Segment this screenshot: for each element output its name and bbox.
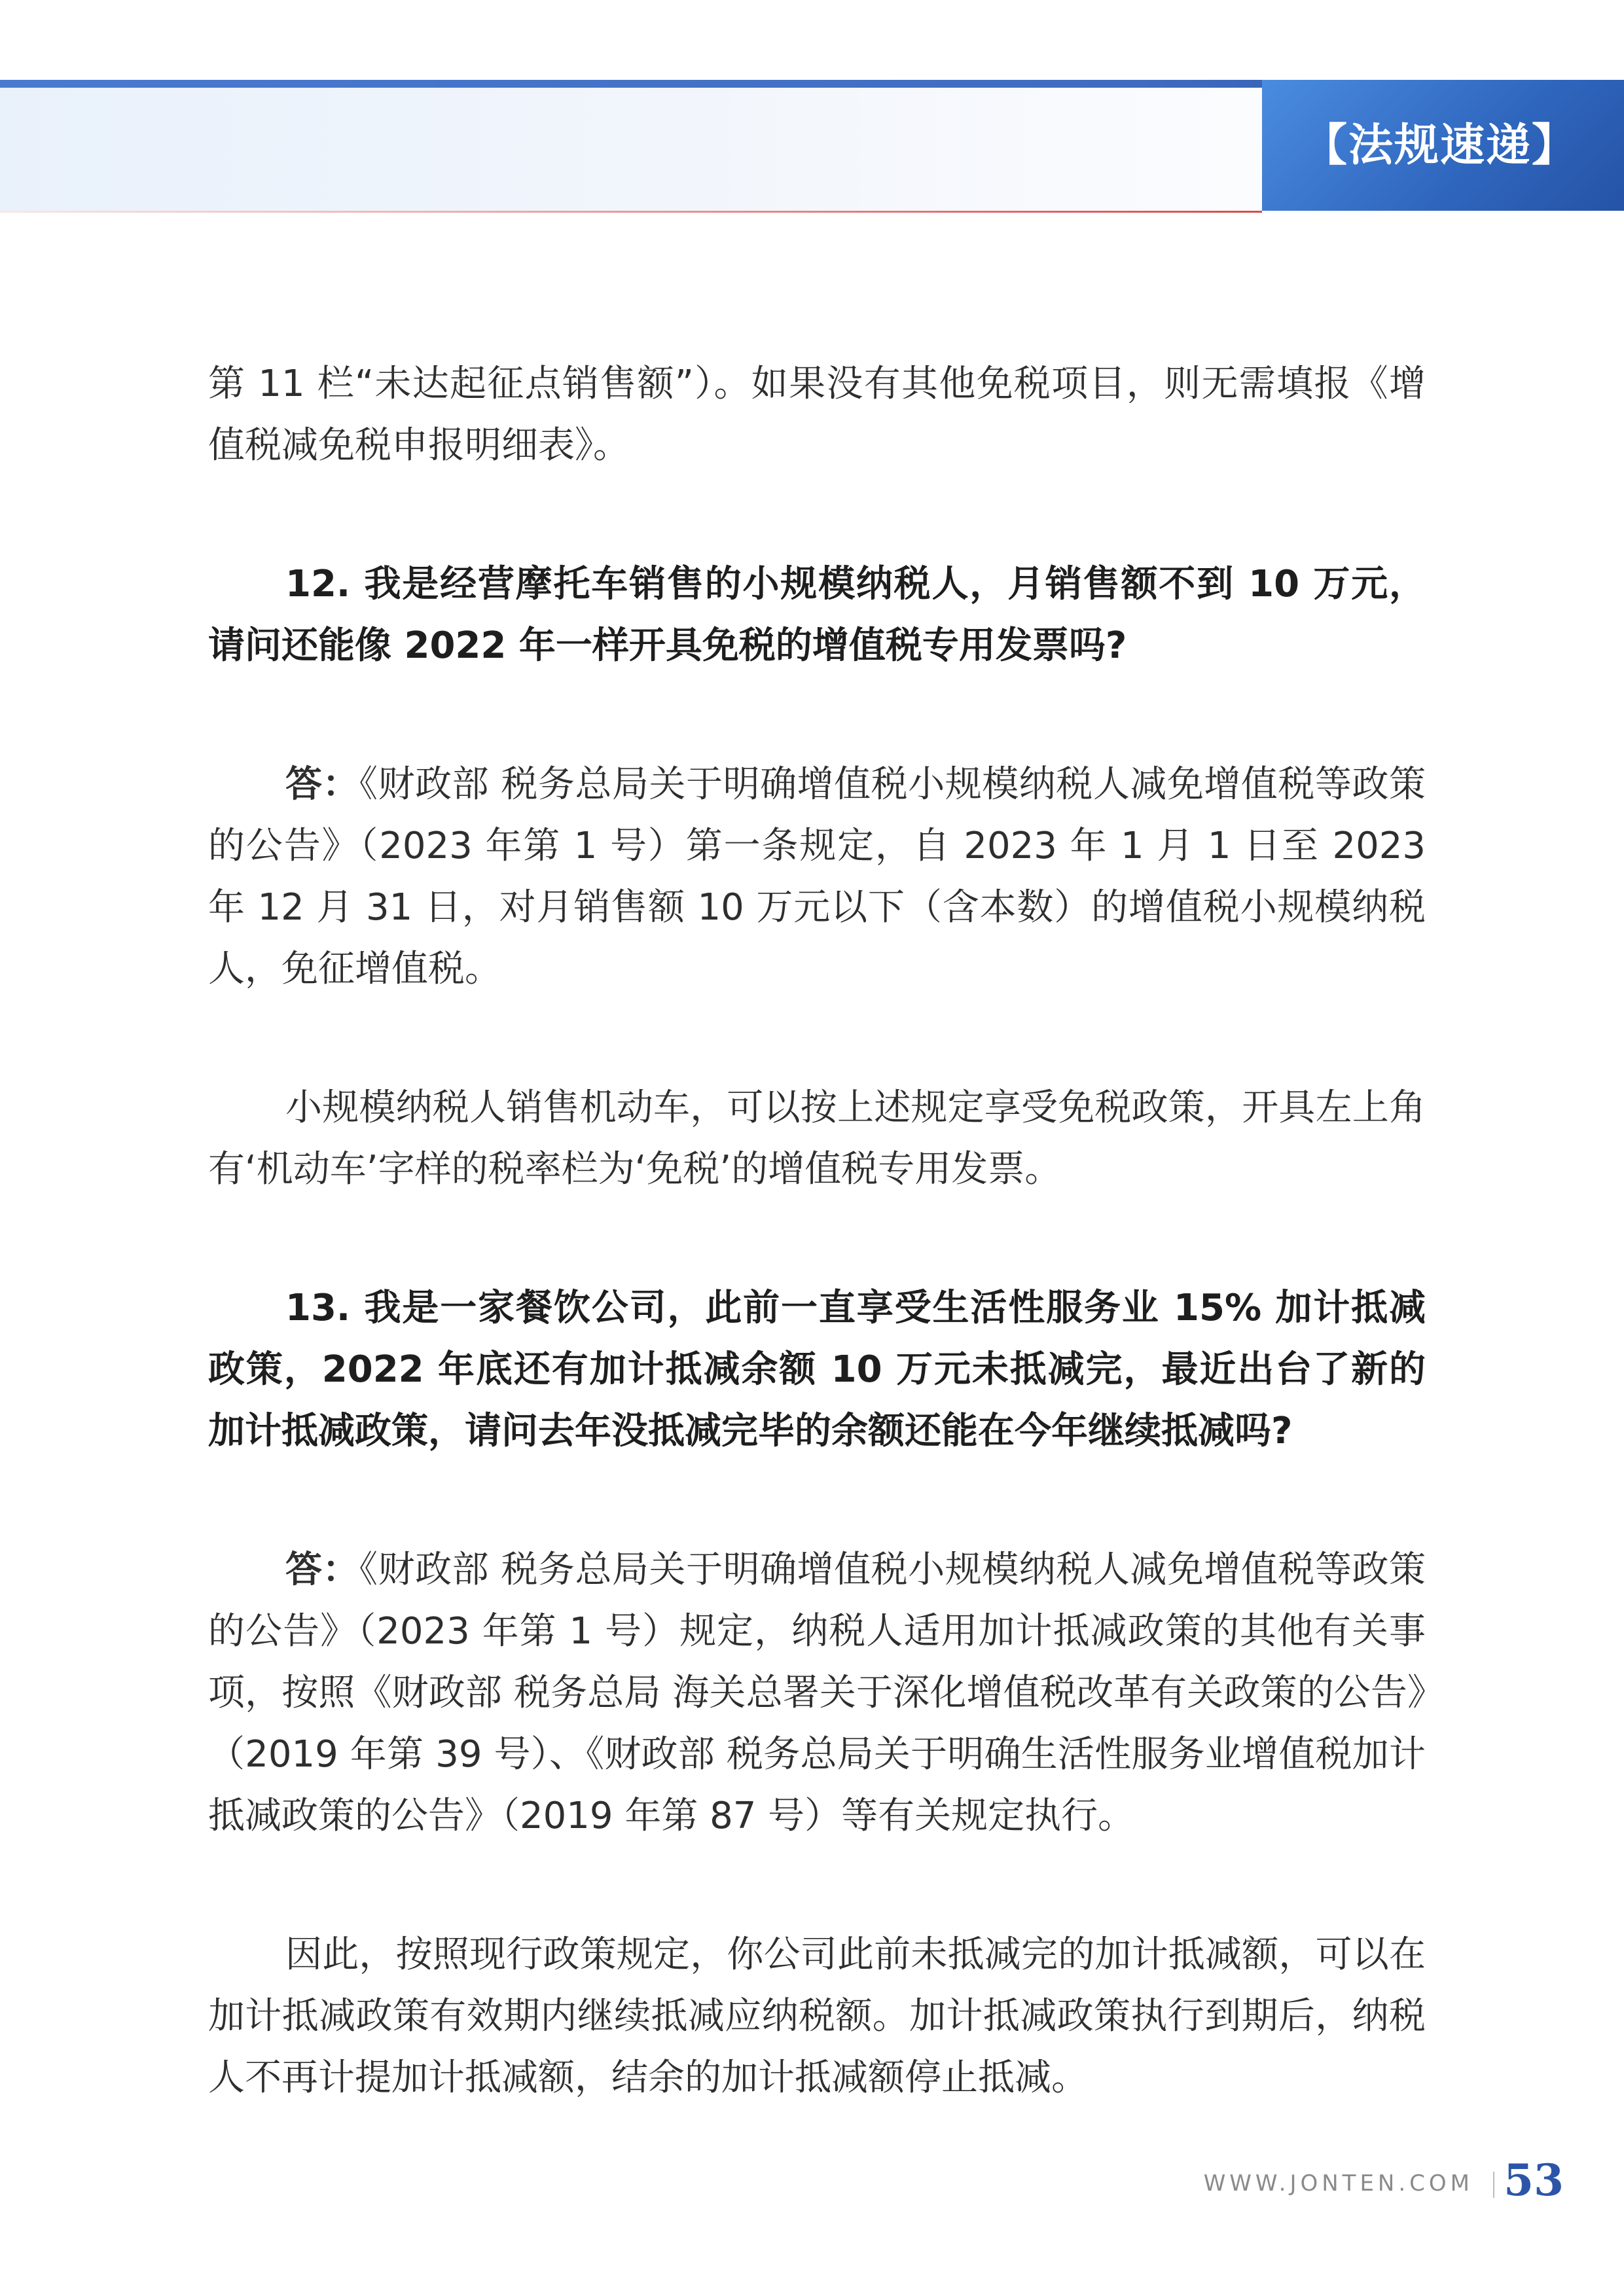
page-footer <box>0 2157 1624 2210</box>
answer-text: 《财政部 税务总局关于明确增值税小规模纳税人减免增值税等政策的公告》（2023 年第 1 号）规定，纳税人适用加计抵减政策的其他有关事项，按照《财政部 税务总局 海关总署关于深化增值税改革有关政策的公告》（2019 年第 39 号）、《财政部 税务总局关于明确生活性服务业增值税加计抵减政策的公告》（2019 年第 87 号）等有关规定执行。 <box>208 1549 1426 1837</box>
answer-label: 答： <box>285 1549 360 1591</box>
article-body <box>208 353 1426 2186</box>
answer-text: 《财政部 税务总局关于明确增值税小规模纳税人减免增值税等政策的公告》（2023 年第 1 号）第一条规定，自 2023 年 1 月 1 日至 2023 年 12 月 31 日，对月销售额 10 万元以下（含本数）的增值税小规模纳税人，免征增值税。 <box>208 763 1426 990</box>
answer-13 <box>208 1539 1426 1847</box>
question-13: 13. 我是一家餐饮公司，此前一直享受生活性服务业 15% 加计抵减政策，2022 年底还有加计抵减余额 10 万元未抵减完，最近出台了新的加计抵减政策，请问去年没抵减完毕的余额还能在今年继续抵减吗? <box>208 1287 1426 1452</box>
answer-label: 答： <box>285 763 360 806</box>
page-number: 53 <box>1504 2155 1564 2206</box>
question-12: 12. 我是经营摩托车销售的小规模纳税人，月销售额不到 10 万元，请问还能像 2022 年一样开具免税的增值税专用发票吗? <box>208 563 1426 667</box>
website-link[interactable]: WWW.JONTEN.COM <box>1203 2170 1473 2197</box>
header-band <box>0 88 1262 211</box>
continued-paragraph: 第 11 栏“未达起征点销售额”）。如果没有其他免税项目，则无需填报《增值税减免税申报明细表》。 <box>208 363 1426 467</box>
motor-vehicle-paragraph: 小规模纳税人销售机动车，可以按上述规定享受免税政策，开具左上角有‘机动车’字样的税率栏为‘免税’的增值税专用发票。 <box>208 1086 1426 1191</box>
section-tag: 【法规速递】 <box>1262 80 1624 211</box>
header-red-rule <box>0 211 1262 213</box>
footer-divider <box>1493 2172 1494 2198</box>
answer-12 <box>208 754 1426 1000</box>
conclusion-paragraph: 因此，按照现行政策规定，你公司此前未抵减完的加计抵减额，可以在加计抵减政策有效期内继续抵减应纳税额。加计抵减政策执行到期后，纳税人不再计提加计抵减额，结余的加计抵减额停止抵减。 <box>208 1933 1426 2099</box>
